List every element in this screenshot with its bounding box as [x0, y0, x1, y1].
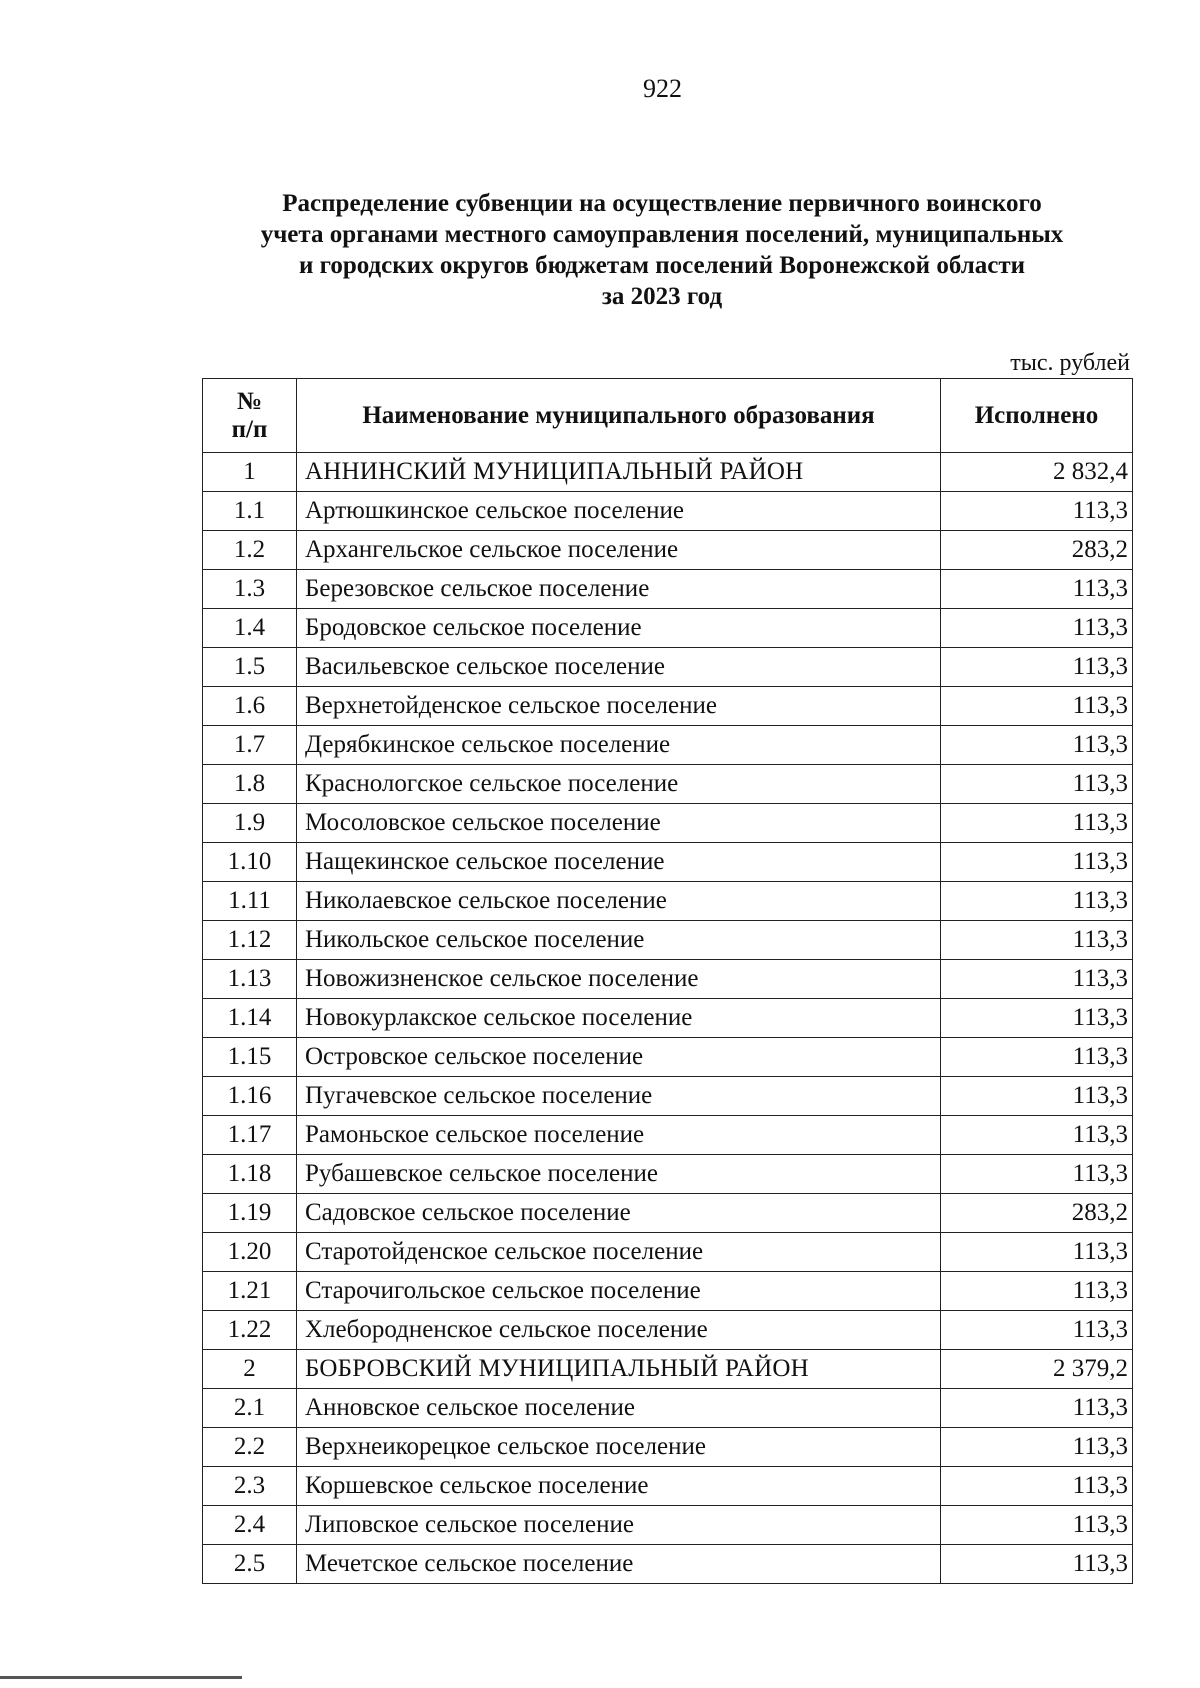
row-name: Архангельское сельское поселение	[297, 531, 941, 570]
row-number: 2.3	[203, 1467, 297, 1506]
row-name: Мечетское сельское поселение	[297, 1545, 941, 1584]
row-number: 1.15	[203, 1038, 297, 1077]
row-value: 113,3	[941, 648, 1133, 687]
row-value: 113,3	[941, 1467, 1133, 1506]
table-row	[203, 570, 1133, 609]
row-number: 2	[203, 1350, 297, 1389]
row-value: 113,3	[941, 882, 1133, 921]
document-title	[186, 188, 1138, 312]
row-number: 1.21	[203, 1272, 297, 1311]
table-row	[203, 531, 1133, 570]
row-value: 113,3	[941, 726, 1133, 765]
row-value: 113,3	[941, 999, 1133, 1038]
row-name: Пугачевское сельское поселение	[297, 1077, 941, 1116]
row-name: Мосоловское сельское поселение	[297, 804, 941, 843]
title-line: Распределение субвенции на осуществление первичного воинского	[282, 190, 1042, 217]
row-number: 1.18	[203, 1155, 297, 1194]
row-value: 113,3	[941, 1116, 1133, 1155]
distribution-table	[202, 378, 1133, 1584]
row-name: Анновское сельское поселение	[297, 1389, 941, 1428]
table-row	[203, 765, 1133, 804]
row-number: 1	[203, 453, 297, 492]
table-row	[203, 1038, 1133, 1077]
footer-rule	[0, 1676, 242, 1679]
row-name: Рубашевское сельское поселение	[297, 1155, 941, 1194]
table-body	[203, 453, 1133, 1584]
row-value: 113,3	[941, 1428, 1133, 1467]
row-number: 1.14	[203, 999, 297, 1038]
row-name: Бродовское сельское поселение	[297, 609, 941, 648]
row-number: 1.11	[203, 882, 297, 921]
row-number: 1.4	[203, 609, 297, 648]
row-name: Старотойденское сельское поселение	[297, 1233, 941, 1272]
row-value: 113,3	[941, 609, 1133, 648]
row-value: 113,3	[941, 1077, 1133, 1116]
table-row	[203, 1389, 1133, 1428]
table-row	[203, 960, 1133, 999]
row-value: 283,2	[941, 1194, 1133, 1233]
row-name: Новожизненское сельское поселение	[297, 960, 941, 999]
row-name: Хлебородненское сельское поселение	[297, 1311, 941, 1350]
row-number: 1.22	[203, 1311, 297, 1350]
row-name: Садовское сельское поселение	[297, 1194, 941, 1233]
units-label: тыс. рублей	[1010, 350, 1130, 376]
row-name: АННИНСКИЙ МУНИЦИПАЛЬНЫЙ РАЙОН	[297, 453, 941, 492]
row-value: 2 832,4	[941, 453, 1133, 492]
table-row	[203, 1155, 1133, 1194]
row-name: Островское сельское поселение	[297, 1038, 941, 1077]
table-row	[203, 999, 1133, 1038]
row-name: Васильевское сельское поселение	[297, 648, 941, 687]
row-value: 113,3	[941, 1233, 1133, 1272]
row-value: 113,3	[941, 687, 1133, 726]
title-line: и городских округов бюджетам поселений Воронежской области	[298, 252, 1026, 279]
row-value: 113,3	[941, 1389, 1133, 1428]
row-value: 2 379,2	[941, 1350, 1133, 1389]
row-number: 2.5	[203, 1545, 297, 1584]
row-name: Березовское сельское поселение	[297, 570, 941, 609]
table-row	[203, 609, 1133, 648]
table-row	[203, 921, 1133, 960]
header-number	[203, 379, 297, 453]
table-row	[203, 1506, 1133, 1545]
row-number: 2.2	[203, 1428, 297, 1467]
table-row	[203, 1233, 1133, 1272]
table-row	[203, 1194, 1133, 1233]
row-name: Верхнетойденское сельское поселение	[297, 687, 941, 726]
table-row	[203, 1545, 1133, 1584]
row-number: 1.16	[203, 1077, 297, 1116]
district-row	[203, 1350, 1133, 1389]
row-number: 1.6	[203, 687, 297, 726]
row-number: 1.9	[203, 804, 297, 843]
table-row	[203, 1077, 1133, 1116]
row-number: 1.3	[203, 570, 297, 609]
table-row	[203, 648, 1133, 687]
table-row	[203, 882, 1133, 921]
table-row	[203, 492, 1133, 531]
row-name: Новокурлакское сельское поселение	[297, 999, 941, 1038]
row-name: Рамоньское сельское поселение	[297, 1116, 941, 1155]
row-number: 1.1	[203, 492, 297, 531]
row-number: 2.4	[203, 1506, 297, 1545]
row-name: БОБРОВСКИЙ МУНИЦИПАЛЬНЫЙ РАЙОН	[297, 1350, 941, 1389]
row-number: 1.5	[203, 648, 297, 687]
row-name: Нащекинское сельское поселение	[297, 843, 941, 882]
page-number: 922	[643, 74, 682, 103]
row-value: 113,3	[941, 1155, 1133, 1194]
row-value: 113,3	[941, 1272, 1133, 1311]
row-number: 1.19	[203, 1194, 297, 1233]
row-number: 1.13	[203, 960, 297, 999]
row-value: 113,3	[941, 1311, 1133, 1350]
row-name: Артюшкинское сельское поселение	[297, 492, 941, 531]
row-number: 1.7	[203, 726, 297, 765]
row-name: Старочигольское сельское поселение	[297, 1272, 941, 1311]
title-line: за 2023 год	[601, 283, 723, 310]
table-row	[203, 1428, 1133, 1467]
row-value: 283,2	[941, 531, 1133, 570]
table-row	[203, 804, 1133, 843]
row-number: 1.2	[203, 531, 297, 570]
row-value: 113,3	[941, 492, 1133, 531]
table-row	[203, 1311, 1133, 1350]
row-number: 2.1	[203, 1389, 297, 1428]
row-name: Дерябкинское сельское поселение	[297, 726, 941, 765]
row-value: 113,3	[941, 765, 1133, 804]
header-value: Исполнено	[941, 379, 1133, 453]
table-row	[203, 1116, 1133, 1155]
title-line: учета органами местного самоуправления поселений, муниципальных	[260, 221, 1064, 248]
row-value: 113,3	[941, 570, 1133, 609]
row-number: 1.10	[203, 843, 297, 882]
table-header	[203, 379, 1133, 453]
header-name: Наименование муниципального образования	[297, 379, 941, 453]
row-name: Липовское сельское поселение	[297, 1506, 941, 1545]
header-number-abbrev: п/п	[231, 415, 268, 443]
row-number: 1.17	[203, 1116, 297, 1155]
row-name: Коршевское сельское поселение	[297, 1467, 941, 1506]
row-value: 113,3	[941, 921, 1133, 960]
row-number: 1.8	[203, 765, 297, 804]
row-number: 1.12	[203, 921, 297, 960]
row-number: 1.20	[203, 1233, 297, 1272]
row-value: 113,3	[941, 1545, 1133, 1584]
header-row	[203, 379, 1133, 453]
table-row	[203, 726, 1133, 765]
row-value: 113,3	[941, 960, 1133, 999]
header-number-symbol: №	[236, 387, 263, 415]
row-name: Николаевское сельское поселение	[297, 882, 941, 921]
table-row	[203, 843, 1133, 882]
table-row	[203, 1272, 1133, 1311]
row-value: 113,3	[941, 1038, 1133, 1077]
row-name: Краснологское сельское поселение	[297, 765, 941, 804]
row-value: 113,3	[941, 843, 1133, 882]
table-row	[203, 687, 1133, 726]
table-row	[203, 1467, 1133, 1506]
row-name: Никольское сельское поселение	[297, 921, 941, 960]
row-value: 113,3	[941, 1506, 1133, 1545]
row-name: Верхнеикорецкое сельское поселение	[297, 1428, 941, 1467]
row-value: 113,3	[941, 804, 1133, 843]
district-row	[203, 453, 1133, 492]
